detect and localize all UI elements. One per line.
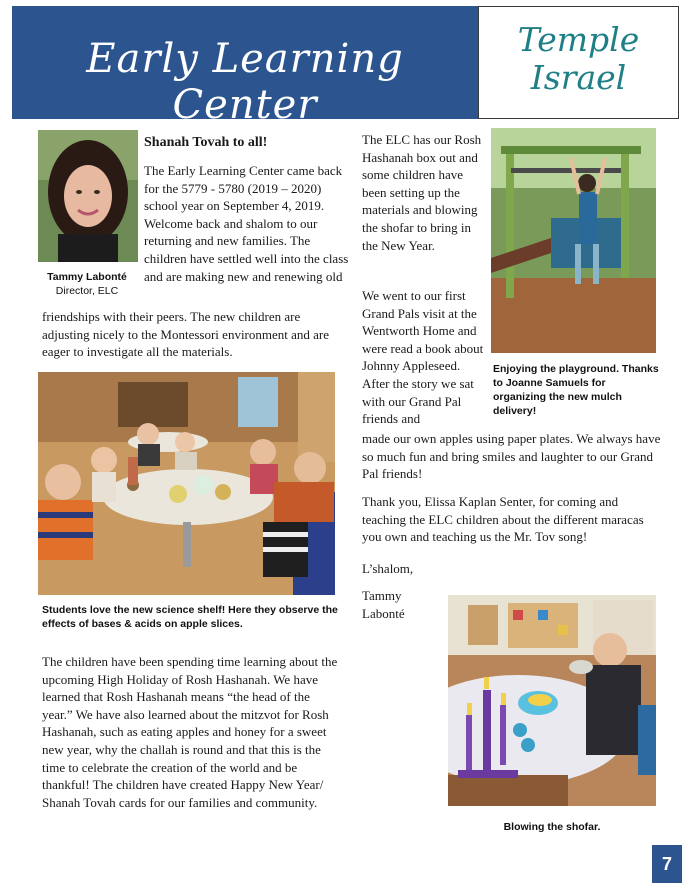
banner-title: Early Learning Center <box>86 36 404 128</box>
intro-paragraph-narrow: The Early Learning Center came back for the 5779 - 5780 (2019 – 2020) school year on September 4, 2019. Welcome back and shalom to our returning and new families. The children have settled well into the class and are making new and renewing old <box>144 163 349 284</box>
page-number: 7 <box>652 845 682 883</box>
logo-line-1: Temple <box>517 20 640 59</box>
shofar-caption: Blowing the shofar. <box>503 821 601 833</box>
thanks-paragraph: Thank you, Elissa Kaplan Senter, for coming and teaching the ELC children about the different maracas you own and teaching us the Mr. Tov song! <box>362 494 644 545</box>
director-portrait-photo <box>38 130 138 262</box>
header-banner <box>12 6 478 128</box>
logo-text <box>479 21 678 97</box>
temple-israel-logo <box>478 6 679 119</box>
intro-heading: Shanah Tovah to all! <box>144 135 268 150</box>
closing-salutation: L’shalom, <box>362 561 414 576</box>
logo-line-2: Israel <box>530 58 627 97</box>
classroom-caption: Students love the new science shelf! Here they observe the effects of bases & acids on apple slices. <box>42 604 338 630</box>
holiday-paragraph: The children have been spending time learning about the upcoming High Holiday of Rosh Hashanah. We have learned that Rosh Hashanah means “the head of the year.” We have also learned about the mitzvot for Rosh Hashanah, such as eating apples and honey for a sweet new year, why the challah is round and that this is the time to celebrate the creation of the world and be thankful! The children have created Happy New Year/ Shanah Tovah cards for our families and community. <box>42 654 338 810</box>
director-caption <box>34 270 140 298</box>
signature-name: Tammy Labonté <box>362 588 405 621</box>
director-name: Tammy Labonté <box>47 271 127 283</box>
shofar-photo <box>448 595 656 806</box>
grand-pals-paragraph-narrow: We went to our first Grand Pals visit at the Wentworth Home and were read a book about Johnny Appleseed. After the story we sat with our Grand Pal friends and <box>362 288 484 427</box>
box-paragraph: The ELC has our Rosh Hashanah box out and some children have been setting up the materials and blowing the shofar to bring in the New Year. <box>362 132 482 253</box>
playground-caption: Enjoying the playground. Thanks to Joanne Samuels for organizing the new mulch delivery! <box>493 363 659 417</box>
playground-photo <box>491 128 656 353</box>
director-role: Director, ELC <box>55 285 119 297</box>
intro-paragraph-wide: friendships with their peers. The new children are adjusting nicely to the Montessori environment and are eager to investigate all the materials. <box>42 309 330 360</box>
grand-pals-paragraph-wide: made our own apples using paper plates. We always have so much fun and bring smiles and laughter to our Grand Pal friends! <box>362 431 661 482</box>
classroom-science-photo <box>38 372 335 595</box>
